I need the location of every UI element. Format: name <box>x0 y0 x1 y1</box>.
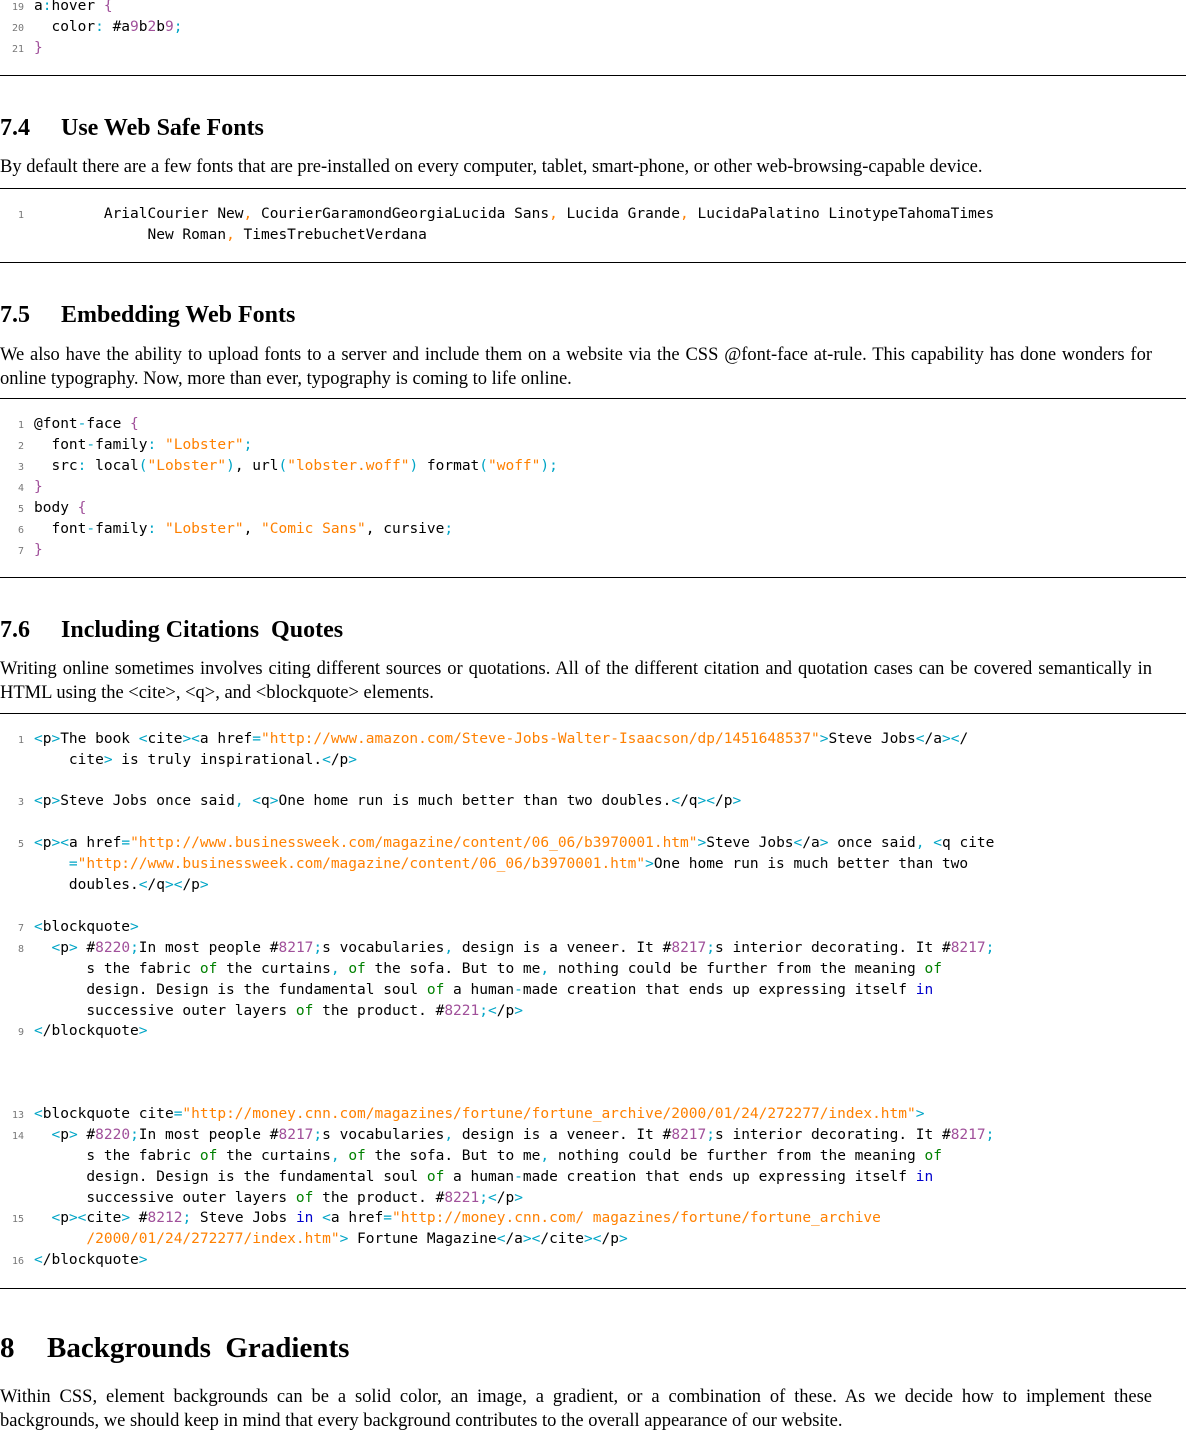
section-heading-7-5: 7.5 Embedding Web Fonts <box>0 302 296 328</box>
code-line: 6 font-family: "Lobster", "Comic Sans", cursive; <box>17 521 454 537</box>
code-line: 20 color: #a9b2b9; <box>11 19 183 35</box>
code-line: 14 <p> #8220;In most people #8217;s vocabularies, design is a veneer. It #8217;s interior decorating. It #8217; <box>11 1127 995 1143</box>
code-line: 5 body { <box>17 500 87 516</box>
divider <box>0 577 1186 578</box>
code-line: 16 </blockquote> <box>11 1252 148 1268</box>
code-line: successive outer layers of the product. #8221;</p> <box>34 1003 523 1019</box>
code-line: design. Design is the fundamental soul of a human-made creation that ends up expressing itself in <box>34 1169 934 1185</box>
code-line: ="http://www.businessweek.com/magazine/content/06_06/b3970001.htm">One home run is much better than two <box>68 856 969 872</box>
code-line: 21 } <box>11 40 43 56</box>
section-heading-8: 8 Backgrounds Gradients <box>0 1332 350 1364</box>
section-paragraph: Writing online sometimes involves citing different sources or quotations. All of the different citation and quotation cases can be covered semantically in HTML using the <cite>, <q>, and <blockquote> elements. <box>0 659 1152 703</box>
code-line: successive outer layers of the product. #8221;</p> <box>34 1190 523 1206</box>
code-line: 9 </blockquote> <box>17 1023 148 1039</box>
code-line: 4 } <box>17 479 43 495</box>
code-line: 5 <p><a href="http://www.businessweek.com/magazine/content/06_06/b3970001.htm">Steve Jobs</a> once said, <q cite <box>17 835 995 851</box>
divider <box>0 713 1186 714</box>
code-line: New Roman, TimesTrebuchetVerdana <box>34 227 427 243</box>
code-line: 7 } <box>17 542 43 558</box>
divider <box>0 188 1186 189</box>
section-heading-7-6: 7.6 Including Citations Quotes <box>0 617 344 643</box>
code-line: 1 ArialCourier New, CourierGaramondGeorgiaLucida Sans, Lucida Grande, LucidaPalatino LinotypeTahomaTimes <box>17 206 995 222</box>
code-line: 8 <p> #8220;In most people #8217;s vocabularies, design is a veneer. It #8217;s interior decorating. It #8217; <box>17 940 995 956</box>
section-paragraph: By default there are a few fonts that are pre-installed on every computer, tablet, smart-phone, or other web-browsing-capable device. <box>0 157 983 177</box>
section-heading-7-4: 7.4 Use Web Safe Fonts <box>0 115 264 141</box>
code-line: 1 @font-face { <box>17 416 139 432</box>
divider <box>0 262 1186 263</box>
code-line: 15 <p><cite> #8212; Steve Jobs in <a href="http://money.cnn.com/ magazines/fortune/fortune_archive <box>11 1210 881 1226</box>
code-line: s the fabric of the curtains, of the sofa. But to me, nothing could be further from the meaning of <box>34 1148 942 1164</box>
code-line: /2000/01/24/272277/index.htm"> Fortune Magazine</a></cite></p> <box>86 1231 628 1247</box>
section-paragraph: We also have the ability to upload fonts to a server and include them on a website via the CSS @font-face at-rule. This capability has done wonders for online typography. Now, more than ever, typography is coming to life online. <box>0 345 1152 389</box>
divider <box>0 1288 1186 1289</box>
code-line: 3 src: local("Lobster"), url("lobster.woff") format("woff"); <box>17 458 558 474</box>
code-line: 3 <p>Steve Jobs once said, <q>One home run is much better than two doubles.</q></p> <box>17 793 742 809</box>
code-line: cite> is truly inspirational.</p> <box>34 752 358 768</box>
code-line: 1 <p>The book <cite><a href="http://www.amazon.com/Steve-Jobs-Walter-Isaacson/dp/1451648537">Steve Jobs</a></ <box>17 731 969 747</box>
code-line: 2 font-family: "Lobster"; <box>17 437 253 453</box>
code-line: 19 a:hover { <box>11 0 113 14</box>
code-line: 7 <blockquote> <box>17 919 139 935</box>
divider <box>0 398 1186 399</box>
divider <box>0 75 1186 76</box>
code-line: doubles.</q></p> <box>34 877 209 893</box>
section-paragraph: Within CSS, element backgrounds can be a solid color, an image, a gradient, or a combination of these. As we decide how to implement these backgrounds, we should keep in mind that every background contributes to the overall appearance of our website. <box>0 1387 1152 1431</box>
code-line: s the fabric of the curtains, of the sofa. But to me, nothing could be further from the meaning of <box>34 961 942 977</box>
code-line: 13 <blockquote cite="http://money.cnn.com/magazines/fortune/fortune_archive/2000/01/24/272277/index.htm"> <box>11 1106 925 1122</box>
code-line: design. Design is the fundamental soul of a human-made creation that ends up expressing itself in <box>34 982 934 998</box>
